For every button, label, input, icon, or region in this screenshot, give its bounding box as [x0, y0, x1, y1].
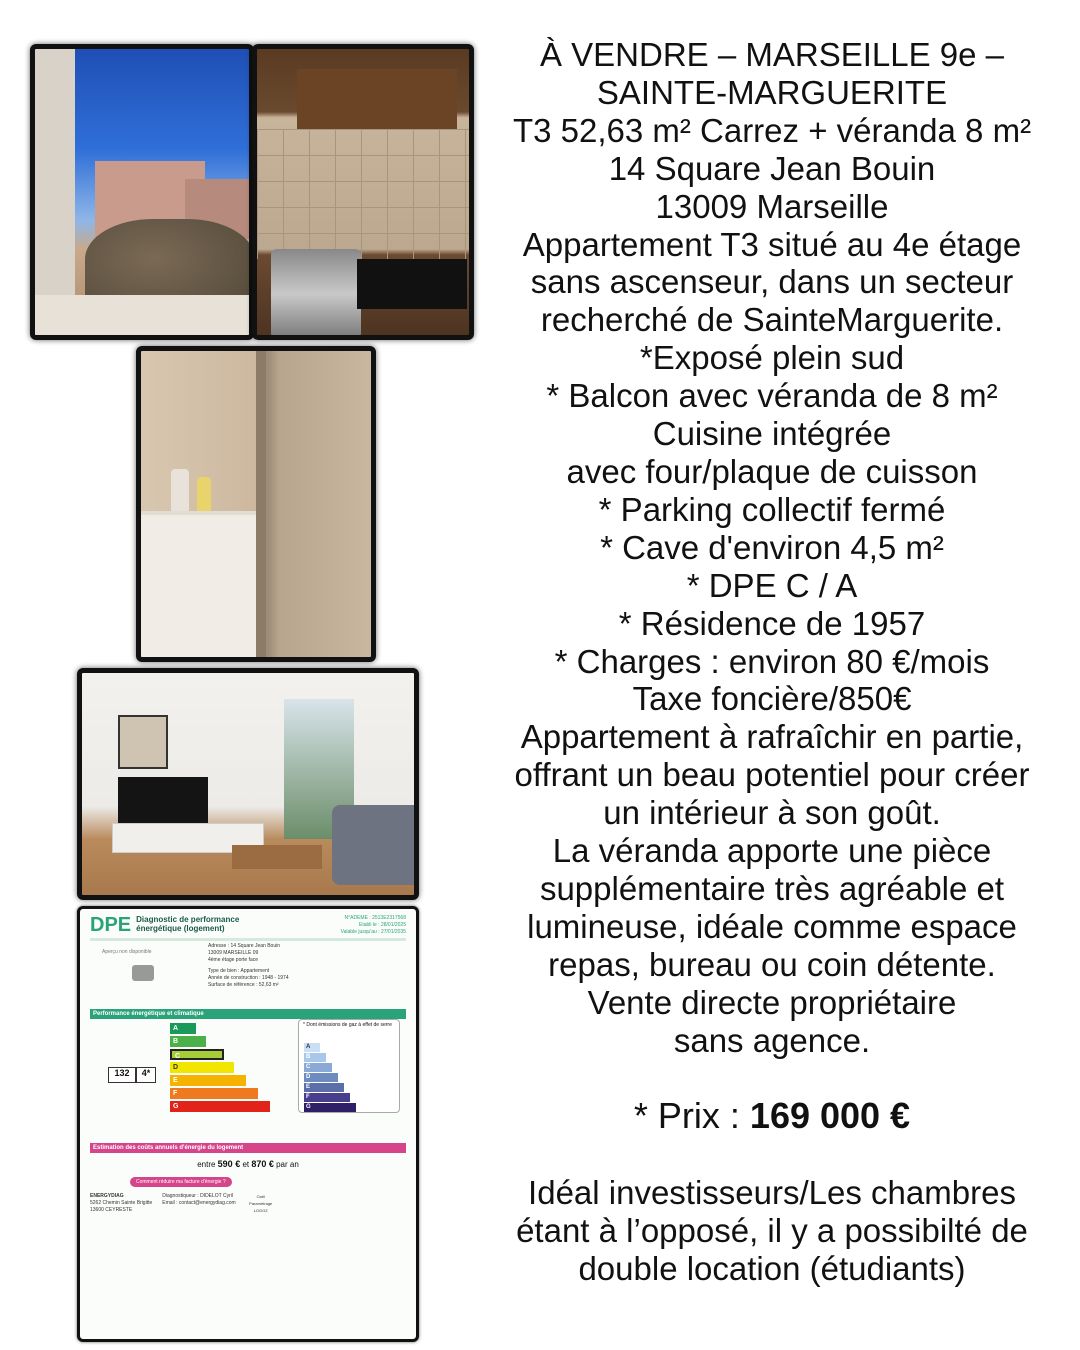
shower-door [256, 351, 266, 657]
address-line: 4ème étage porte face [208, 957, 259, 963]
camera-icon [132, 965, 154, 981]
listing-line: supplémentaire très agréable et [539, 869, 1005, 907]
dpe-footer [90, 1193, 406, 1214]
dpe-subtitle: énergétique (logement) [136, 924, 225, 933]
cost-between: entre [197, 1160, 216, 1169]
class-f: F [170, 1088, 258, 1099]
dpe-valid: Valable jusqu'au : 27/01/2035 [340, 929, 406, 935]
listing-line: étant à l’opposé, il y a possibilté de [516, 1212, 1028, 1250]
class-b: B [170, 1036, 206, 1047]
sofa [332, 805, 419, 885]
class-d: D [170, 1062, 234, 1073]
dpe-title: Diagnostic de performance [136, 915, 240, 924]
address-line: 13009 MARSEILLE 09 [208, 950, 259, 956]
class-g: G [170, 1101, 270, 1112]
listing-line: * DPE C / A [686, 566, 858, 604]
television [118, 777, 208, 829]
divider [90, 938, 406, 941]
class-c-current: C [170, 1049, 224, 1060]
tool-logo: Outil Paramétrage LOGOZ [249, 1194, 273, 1213]
reduce-bill-link[interactable]: Comment réduire ma facture d'énergie ? [130, 1177, 232, 1187]
listing-line: sans agence. [673, 1021, 871, 1059]
listing-line: Vente directe propriétaire [587, 983, 957, 1021]
listing-line: Appartement à rafraîchir en partie, [520, 718, 1024, 756]
bottle [171, 469, 189, 513]
listing-line: sans ascenseur, dans un secteur [530, 263, 1014, 301]
address-line: Adresse : 14 Square Jean Bouin [208, 943, 280, 949]
performance-header: Performance énergétique et climatique [90, 1009, 406, 1019]
ges-note: * Dont émissions de gaz à effet de serre [303, 1022, 392, 1028]
photo-kitchen [252, 44, 474, 340]
cost-and: et [242, 1160, 250, 1169]
window-sill [35, 295, 249, 335]
coffee-table [232, 845, 322, 869]
dpe-reference [341, 915, 406, 936]
listing-line: * Résidence de 1957 [618, 604, 926, 642]
ges-class-g: G [304, 1103, 356, 1112]
listing-line: *Exposé plein sud [639, 339, 905, 377]
price-label: * Prix : [633, 1095, 750, 1137]
class-e: E [170, 1075, 246, 1086]
listing-line: 14 Square Jean Bouin [608, 149, 936, 187]
price-value: 169 000 € [749, 1095, 911, 1137]
construction-year: Année de construction : 1948 - 1974 [208, 975, 289, 981]
company-address: 13600 CEYRESTE [90, 1207, 133, 1213]
ges-class-f: F [304, 1093, 350, 1102]
class-a: A [170, 1023, 196, 1034]
dpe-document [77, 906, 419, 1342]
dpe-number: N°ADEME : 2513E2317568 [344, 915, 406, 921]
listing-line: offrant un beau potentiel pour créer [514, 756, 1030, 794]
wall-picture [118, 715, 168, 769]
coffee-machine [271, 249, 361, 339]
listing-line: lumineuse, idéale comme espace [527, 907, 1017, 945]
cost-per: par an [276, 1160, 299, 1169]
listing-line: La véranda apporte une pièce [552, 832, 992, 870]
dpe-header [90, 915, 406, 936]
photo-living-room [77, 668, 419, 900]
listing-line: * Cave d'environ 4,5 m² [600, 528, 944, 566]
ges-class-c: C [304, 1063, 332, 1072]
energy-scale [90, 1019, 406, 1139]
spacer [470, 1136, 1074, 1174]
ges-class-b: B [304, 1053, 326, 1062]
reference-surface: Surface de référence : 52,63 m² [208, 982, 279, 988]
listing-line: double location (étudiants) [578, 1249, 966, 1287]
company-email: Email : contact@energydiag.com [162, 1200, 236, 1206]
cost-header: Estimation des coûts annuels d'énergie du logement [90, 1143, 406, 1153]
listing-line: Idéal investisseurs/Les chambres [528, 1174, 1016, 1212]
listing-line: repas, bureau ou coin détente. [548, 945, 996, 983]
listing-line: À VENDRE – MARSEILLE 9e – [539, 36, 1005, 73]
listing-line: avec four/plaque de cuisson [566, 452, 978, 490]
energy-value: 132 [108, 1067, 136, 1083]
bottle [197, 477, 211, 513]
ges-class-e: E [304, 1083, 344, 1092]
listing-line: * Parking collectif fermé [598, 490, 946, 528]
ges-class-a: A [304, 1043, 320, 1052]
window-frame [35, 49, 75, 335]
photo-missing-label: Aperçu non disponible [102, 949, 152, 955]
listing-line: Taxe foncière/850€ [632, 680, 912, 718]
photo-bathroom [136, 346, 376, 662]
listing-line: * Charges : environ 80 €/mois [554, 642, 990, 680]
listing-line: Appartement T3 situé au 4e étage [522, 225, 1022, 263]
dpe-property-info [90, 943, 406, 1005]
listing-text [470, 36, 1074, 1288]
range-hood [297, 69, 457, 129]
listing-line: un intérieur à son goût. [603, 794, 941, 832]
listing-line: recherché de SainteMarguerite. [540, 301, 1004, 339]
company-name: ENERGYDIAG [90, 1193, 124, 1199]
company-address: 5262 Chemin Sainte Brigitte [90, 1200, 153, 1206]
dpe-logo: DPE [90, 914, 132, 936]
bathroom-cabinet [141, 511, 256, 662]
listing-line: Cuisine intégrée [652, 415, 892, 453]
cost-low: 590 € [217, 1159, 241, 1169]
wall-tiles [257, 129, 469, 259]
property-type: Type de bien : Appartement [208, 968, 270, 974]
listing-line: 13009 Marseille [655, 187, 889, 225]
photo-window-view [30, 44, 254, 340]
cooktop [357, 259, 467, 309]
ges-value: 4* [136, 1067, 156, 1083]
listing-line: * Balcon avec véranda de 8 m² [546, 377, 998, 415]
listing-line: SAINTE-MARGUERITE [596, 73, 948, 111]
ges-class-d: D [304, 1073, 338, 1082]
price-line [470, 1097, 1074, 1136]
dpe-address [208, 943, 289, 989]
cost-high: 870 € [251, 1159, 274, 1169]
cost-estimate [90, 1159, 406, 1169]
diagnostician: Diagnostiqueur : DIDELOT Cyril [162, 1193, 234, 1199]
listing-line: T3 52,63 m² Carrez + véranda 8 m² [512, 111, 1032, 149]
dpe-established: Etabli le : 28/01/2025 [359, 922, 406, 928]
spacer [470, 1059, 1074, 1097]
